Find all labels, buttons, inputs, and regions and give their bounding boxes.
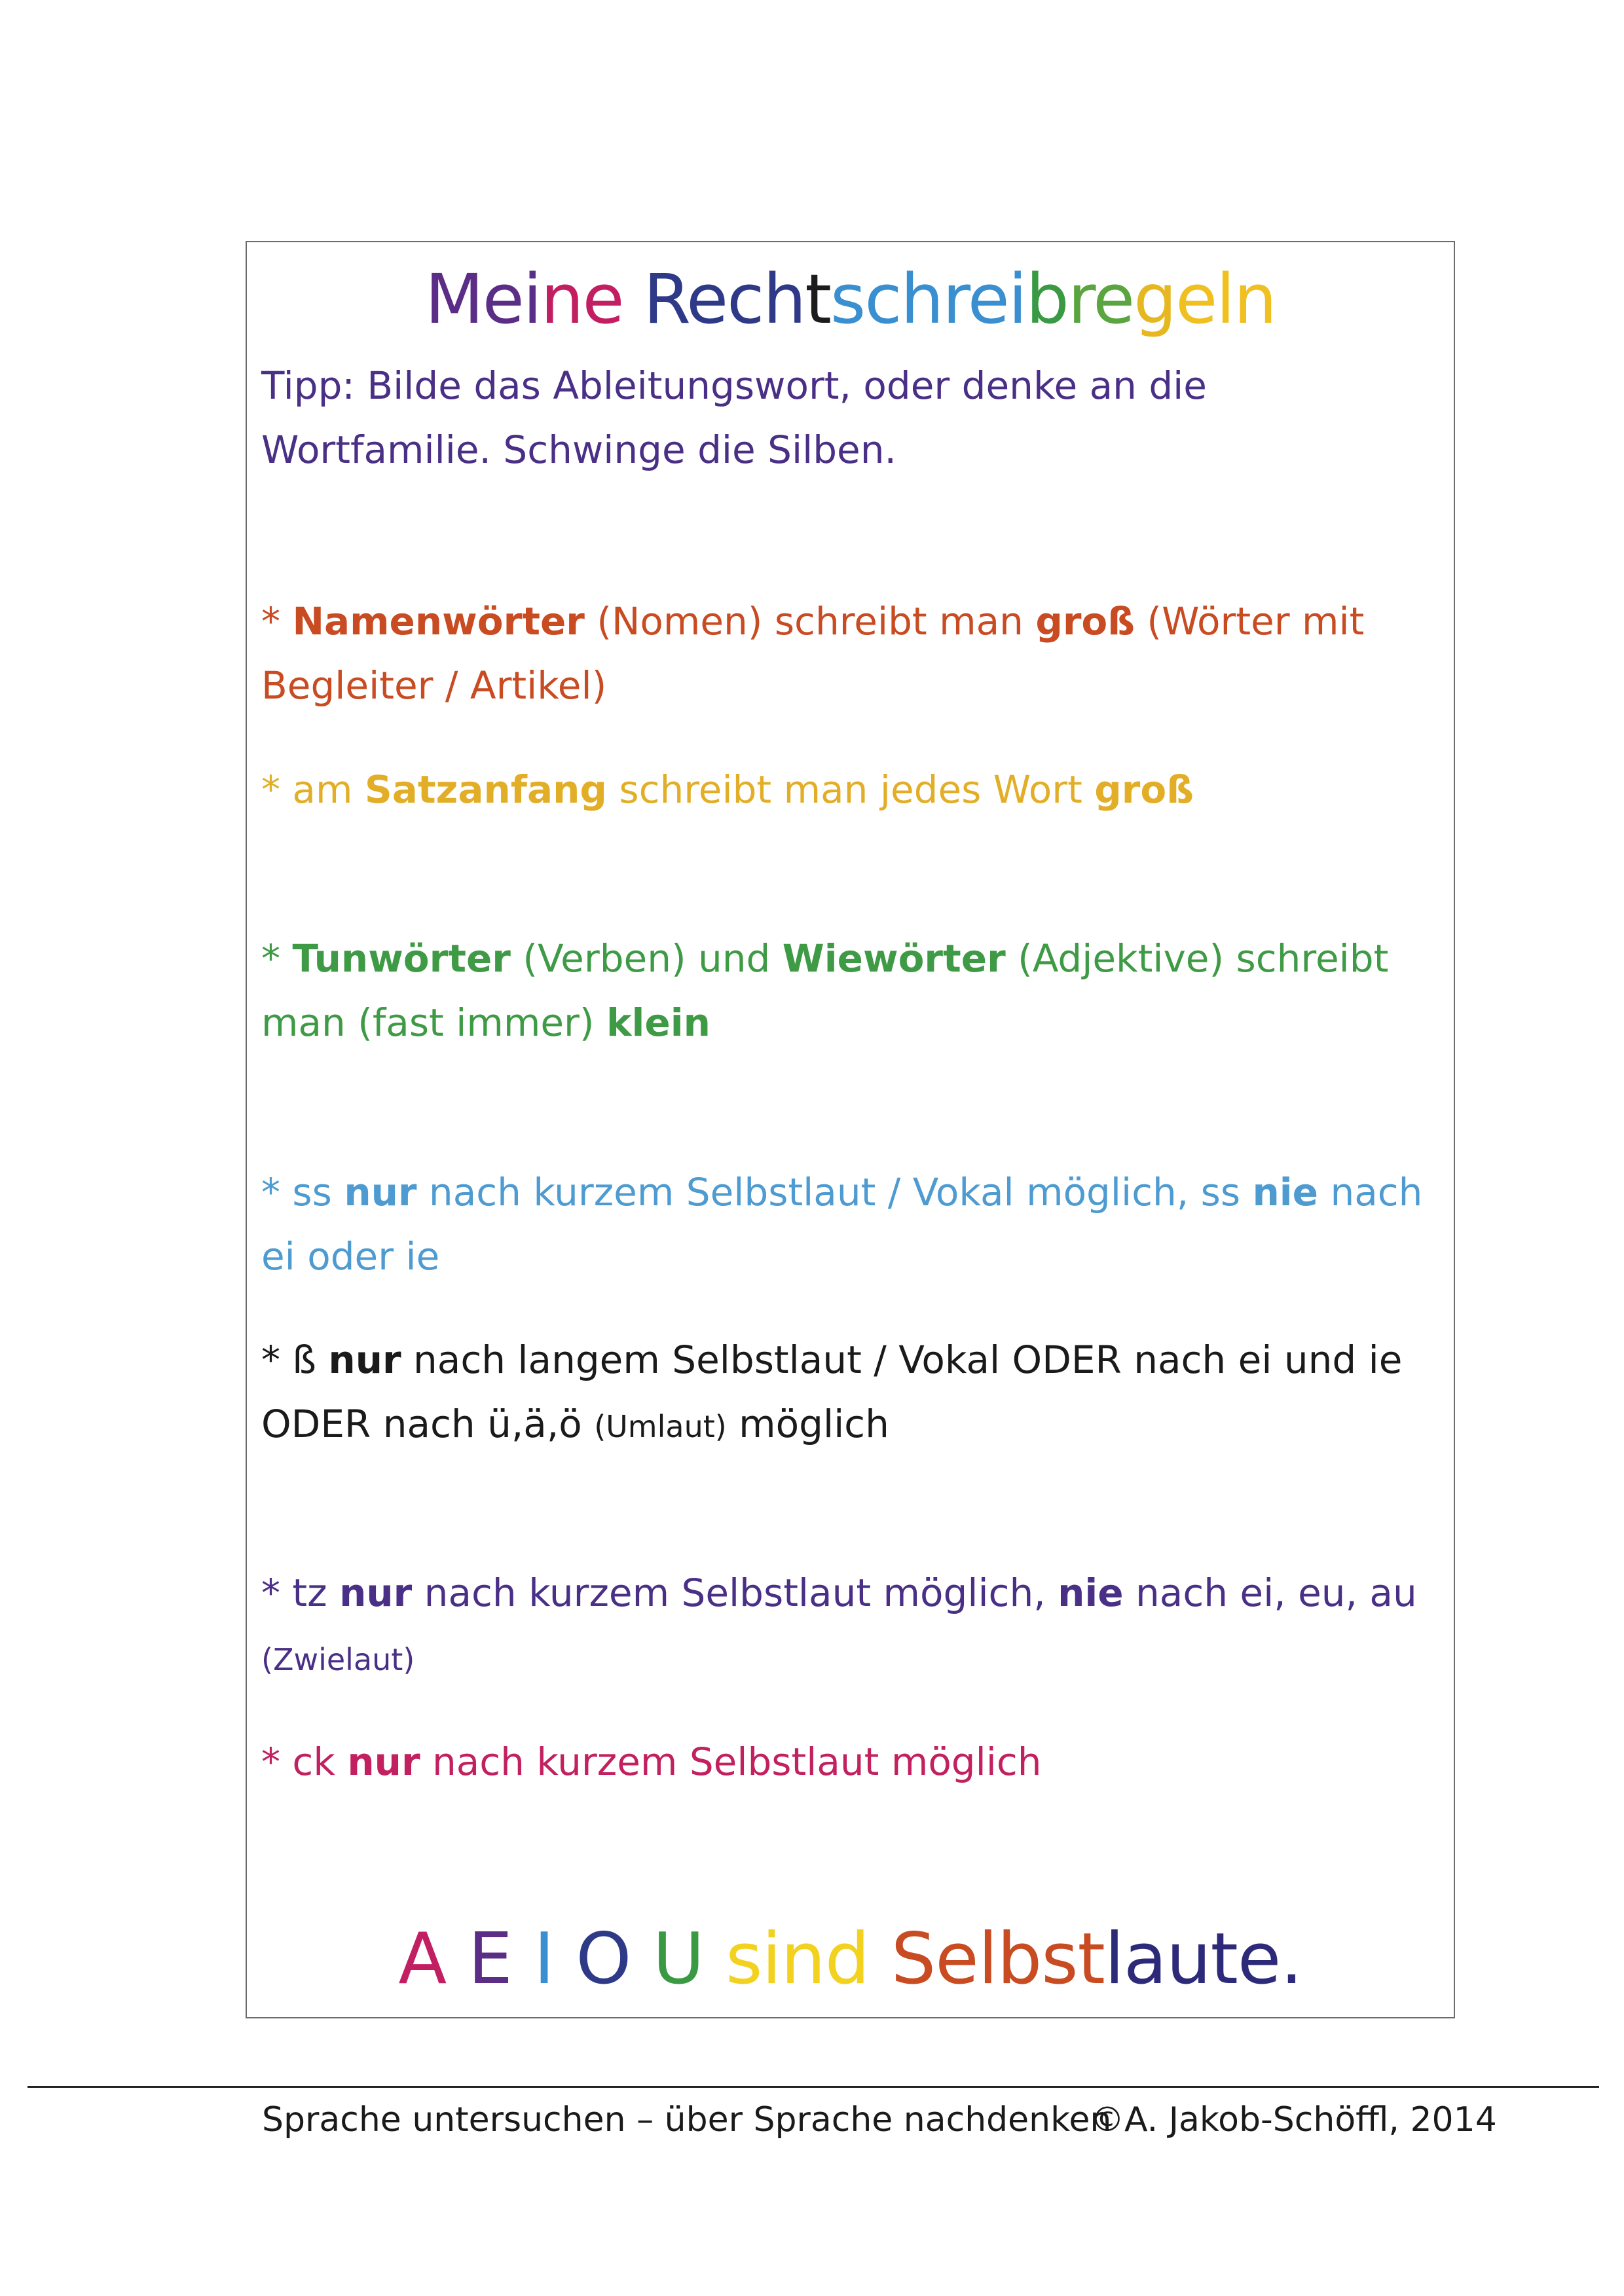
rule-keyword: nur <box>339 1571 413 1615</box>
title-part: re <box>1067 259 1134 339</box>
rule-text: * ss <box>261 1170 344 1214</box>
vowels-line <box>247 1917 1454 2002</box>
tip-text <box>261 354 1441 482</box>
rule-text: schreibt man jedes Wort <box>606 767 1095 812</box>
rule-text: * ck <box>261 1740 348 1784</box>
rule-text: nach kurzem Selbstlaut / Vokal möglich, ss <box>416 1170 1253 1214</box>
vowel-part: U <box>631 1918 704 2000</box>
rules-card <box>246 241 1455 2018</box>
title-part: b <box>1025 259 1068 339</box>
title-part: g <box>1134 259 1176 339</box>
rule-text: nach ei, eu, au <box>1123 1571 1417 1615</box>
rule-ss <box>261 1160 1441 1288</box>
vowel-part: O <box>554 1918 631 2000</box>
rule-text: nach langem Selbstlaut / Vokal ODER nach ei und ie ODER nach ü,ä,ö <box>261 1338 1403 1446</box>
rule-text: * tz <box>261 1571 340 1615</box>
rule-keyword: nur <box>344 1170 417 1214</box>
rule-sentence-start <box>261 757 1441 822</box>
vowel-part: I <box>511 1918 555 2000</box>
rule-text: (Wörter mit Begleiter / Artikel) <box>261 599 1365 708</box>
vowel-part: A <box>398 1918 447 2000</box>
rule-text: * am <box>261 767 365 812</box>
rule-keyword: nur <box>347 1740 420 1784</box>
rule-text: (Nomen) schreibt man <box>584 599 1036 644</box>
title-part: ne <box>540 259 623 339</box>
rule-text: * ß <box>261 1338 329 1382</box>
rule-note: (Zwielaut) <box>261 1642 415 1677</box>
rule-text: (Verben) und <box>510 936 783 981</box>
rule-eszett <box>261 1328 1441 1459</box>
rule-keyword: Wiewörter <box>782 936 1006 981</box>
rule-keyword: Satzanfang <box>364 767 607 812</box>
rule-text: * <box>261 599 293 644</box>
vowel-part: Selbst <box>869 1918 1105 2000</box>
rule-nouns <box>261 589 1441 718</box>
vowel-part: E <box>446 1918 512 2000</box>
page-title <box>247 255 1454 344</box>
title-part: Rech <box>623 259 805 339</box>
title-part: schrei <box>830 259 1026 339</box>
rule-text: (Adjektive) schreibt man (fast immer) <box>261 936 1389 1045</box>
rule-keyword: klein <box>606 1000 710 1045</box>
rule-keyword: Tunwörter <box>292 936 511 981</box>
vowel-part: laute. <box>1104 1918 1302 2000</box>
rule-text: nach kurzem Selbstlaut möglich, <box>412 1571 1058 1615</box>
rule-text: * <box>261 936 293 981</box>
rule-note: (Umlaut) <box>594 1409 727 1444</box>
footer-copyright: ©A. Jakob-Schöffl, 2014 <box>1090 2100 1497 2140</box>
rule-keyword: nie <box>1058 1571 1124 1615</box>
title-part: Mei <box>425 259 541 339</box>
footer-subject: Sprache untersuchen – über Sprache nachdenken <box>262 2100 1112 2140</box>
rule-ck <box>261 1730 1441 1794</box>
rule-keyword: groß <box>1094 767 1194 812</box>
rule-keyword: nie <box>1252 1170 1319 1214</box>
footer-divider <box>28 2086 1599 2088</box>
rule-keyword: Namenwörter <box>292 599 585 644</box>
rule-text: nach ei oder ie <box>261 1170 1423 1279</box>
rule-tz <box>261 1561 1441 1692</box>
rule-keyword: nur <box>328 1338 401 1382</box>
tip-content: Tipp: Bilde das Ableitungswort, oder denke an die Wortfamilie. Schwinge die Silben. <box>261 363 1207 472</box>
rule-text: nach kurzem Selbstlaut möglich <box>420 1740 1042 1784</box>
rule-keyword: groß <box>1035 599 1135 644</box>
title-part: eln <box>1175 259 1276 339</box>
title-part: t <box>805 259 831 339</box>
rule-verbs-adjectives <box>261 926 1441 1055</box>
vowel-part: sind <box>703 1918 870 2000</box>
rule-text: möglich <box>726 1402 889 1446</box>
